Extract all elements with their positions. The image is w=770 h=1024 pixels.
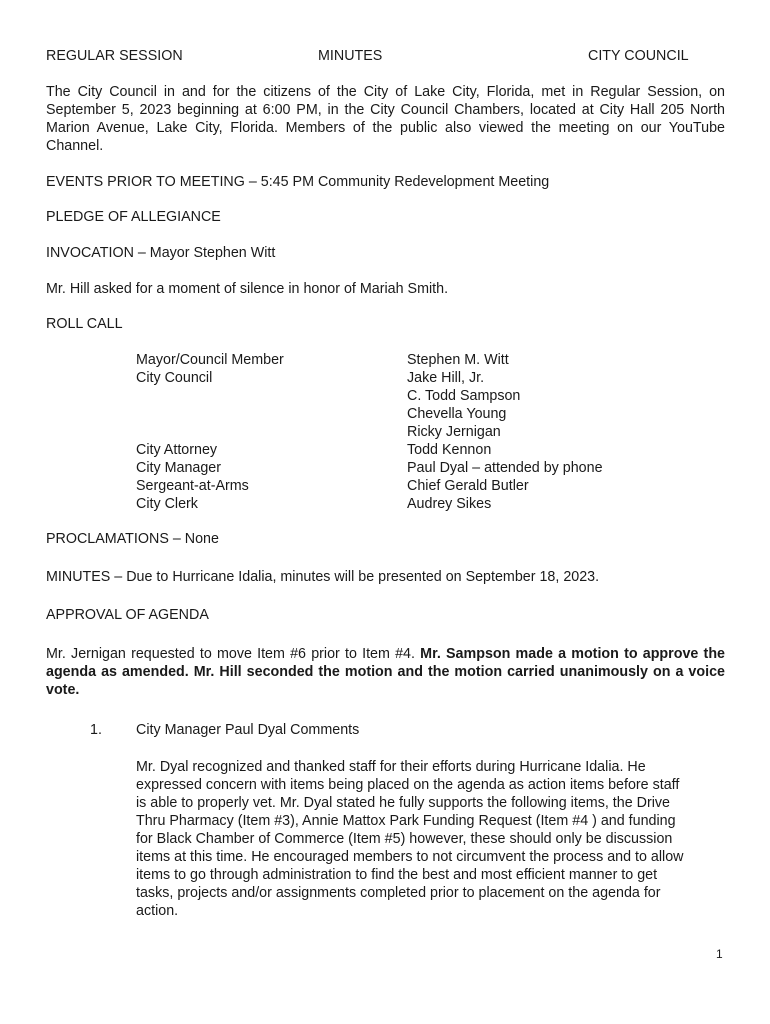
events-prior-line: EVENTS PRIOR TO MEETING – 5:45 PM Community Redevelopment Meeting bbox=[46, 174, 550, 190]
roll-role: City Council bbox=[136, 370, 213, 386]
header-body-name: CITY COUNCIL bbox=[588, 48, 689, 64]
item-title: City Manager Paul Dyal Comments bbox=[136, 722, 360, 738]
roll-name: Paul Dyal – attended by phone bbox=[407, 460, 603, 476]
roll-role: Sergeant-at-Arms bbox=[136, 478, 249, 494]
item-body-line: for Black Chamber of Commerce (Item #5) however, these should only be discussion bbox=[136, 831, 673, 847]
item-body-line: action. bbox=[136, 903, 179, 919]
item-body-line: Mr. Dyal recognized and thanked staff for their efforts during Hurricane Idalia. He bbox=[136, 759, 646, 775]
roll-call-heading: ROLL CALL bbox=[46, 316, 123, 332]
roll-name: Ricky Jernigan bbox=[407, 424, 501, 440]
roll-name: Audrey Sikes bbox=[407, 496, 492, 512]
roll-role: Mayor/Council Member bbox=[136, 352, 284, 368]
invocation-line: INVOCATION – Mayor Stephen Witt bbox=[46, 245, 276, 261]
pledge-heading: PLEDGE OF ALLEGIANCE bbox=[46, 209, 221, 225]
header-document-type: MINUTES bbox=[318, 48, 383, 64]
roll-name: Chevella Young bbox=[407, 406, 507, 422]
roll-name: Jake Hill, Jr. bbox=[407, 370, 485, 386]
roll-role: City Attorney bbox=[136, 442, 218, 458]
item-body-line: expressed concern with items being placed on the agenda as action items before staff bbox=[136, 777, 680, 793]
header-session-type: REGULAR SESSION bbox=[46, 48, 183, 64]
roll-name: Stephen M. Witt bbox=[407, 352, 509, 368]
roll-role: City Manager bbox=[136, 460, 222, 476]
intro-paragraph: The City Council in and for the citizens of the City of Lake City, Florida, met in Regular Session, on September 5, 2023 beginning at 6:00 PM, in the City Council Chambers, located at City Hall 205 North Marion Avenue, Lake City, Florida. Members of the public also viewed the meeting on our YouTube Channel. bbox=[46, 84, 725, 154]
item-body-line: is able to properly vet. Mr. Dyal stated he fully supports the following items, the Drive bbox=[136, 795, 670, 811]
item-number: 1. bbox=[90, 722, 102, 738]
page-number: 1 bbox=[716, 947, 723, 961]
approval-motion-text: Mr. Sampson made a motion to approve the agenda as amended. Mr. Hill seconded the motion and the motion carried unanimously on a voice vote. bbox=[46, 646, 726, 698]
item-body bbox=[136, 758, 711, 920]
proclamations-line: PROCLAMATIONS – None bbox=[46, 531, 219, 547]
approval-request-text: Mr. Jernigan requested to move Item #6 prior to Item #4. bbox=[46, 646, 421, 662]
item-body-line: items at this time. He encouraged members to not circumvent the process and to allow bbox=[136, 849, 684, 865]
item-body-line: tasks, projects and/or assignments completed prior to placement on the agenda for bbox=[136, 885, 661, 901]
roll-name: Todd Kennon bbox=[407, 442, 492, 458]
roll-name: C. Todd Sampson bbox=[407, 388, 521, 404]
roll-name: Chief Gerald Butler bbox=[407, 478, 529, 494]
roll-role: City Clerk bbox=[136, 496, 198, 512]
silence-line: Mr. Hill asked for a moment of silence in honor of Mariah Smith. bbox=[46, 281, 449, 297]
minutes-line: MINUTES – Due to Hurricane Idalia, minutes will be presented on September 18, 2023. bbox=[46, 569, 600, 585]
item-body-line: Thru Pharmacy (Item #3), Annie Mattox Park Funding Request (Item #4 ) and funding bbox=[136, 813, 676, 829]
approval-paragraph bbox=[46, 645, 725, 699]
page-header bbox=[46, 47, 696, 65]
item-body-line: items to go through administration to find the best and most efficient manner to get bbox=[136, 867, 658, 883]
approval-heading: APPROVAL OF AGENDA bbox=[46, 607, 209, 623]
